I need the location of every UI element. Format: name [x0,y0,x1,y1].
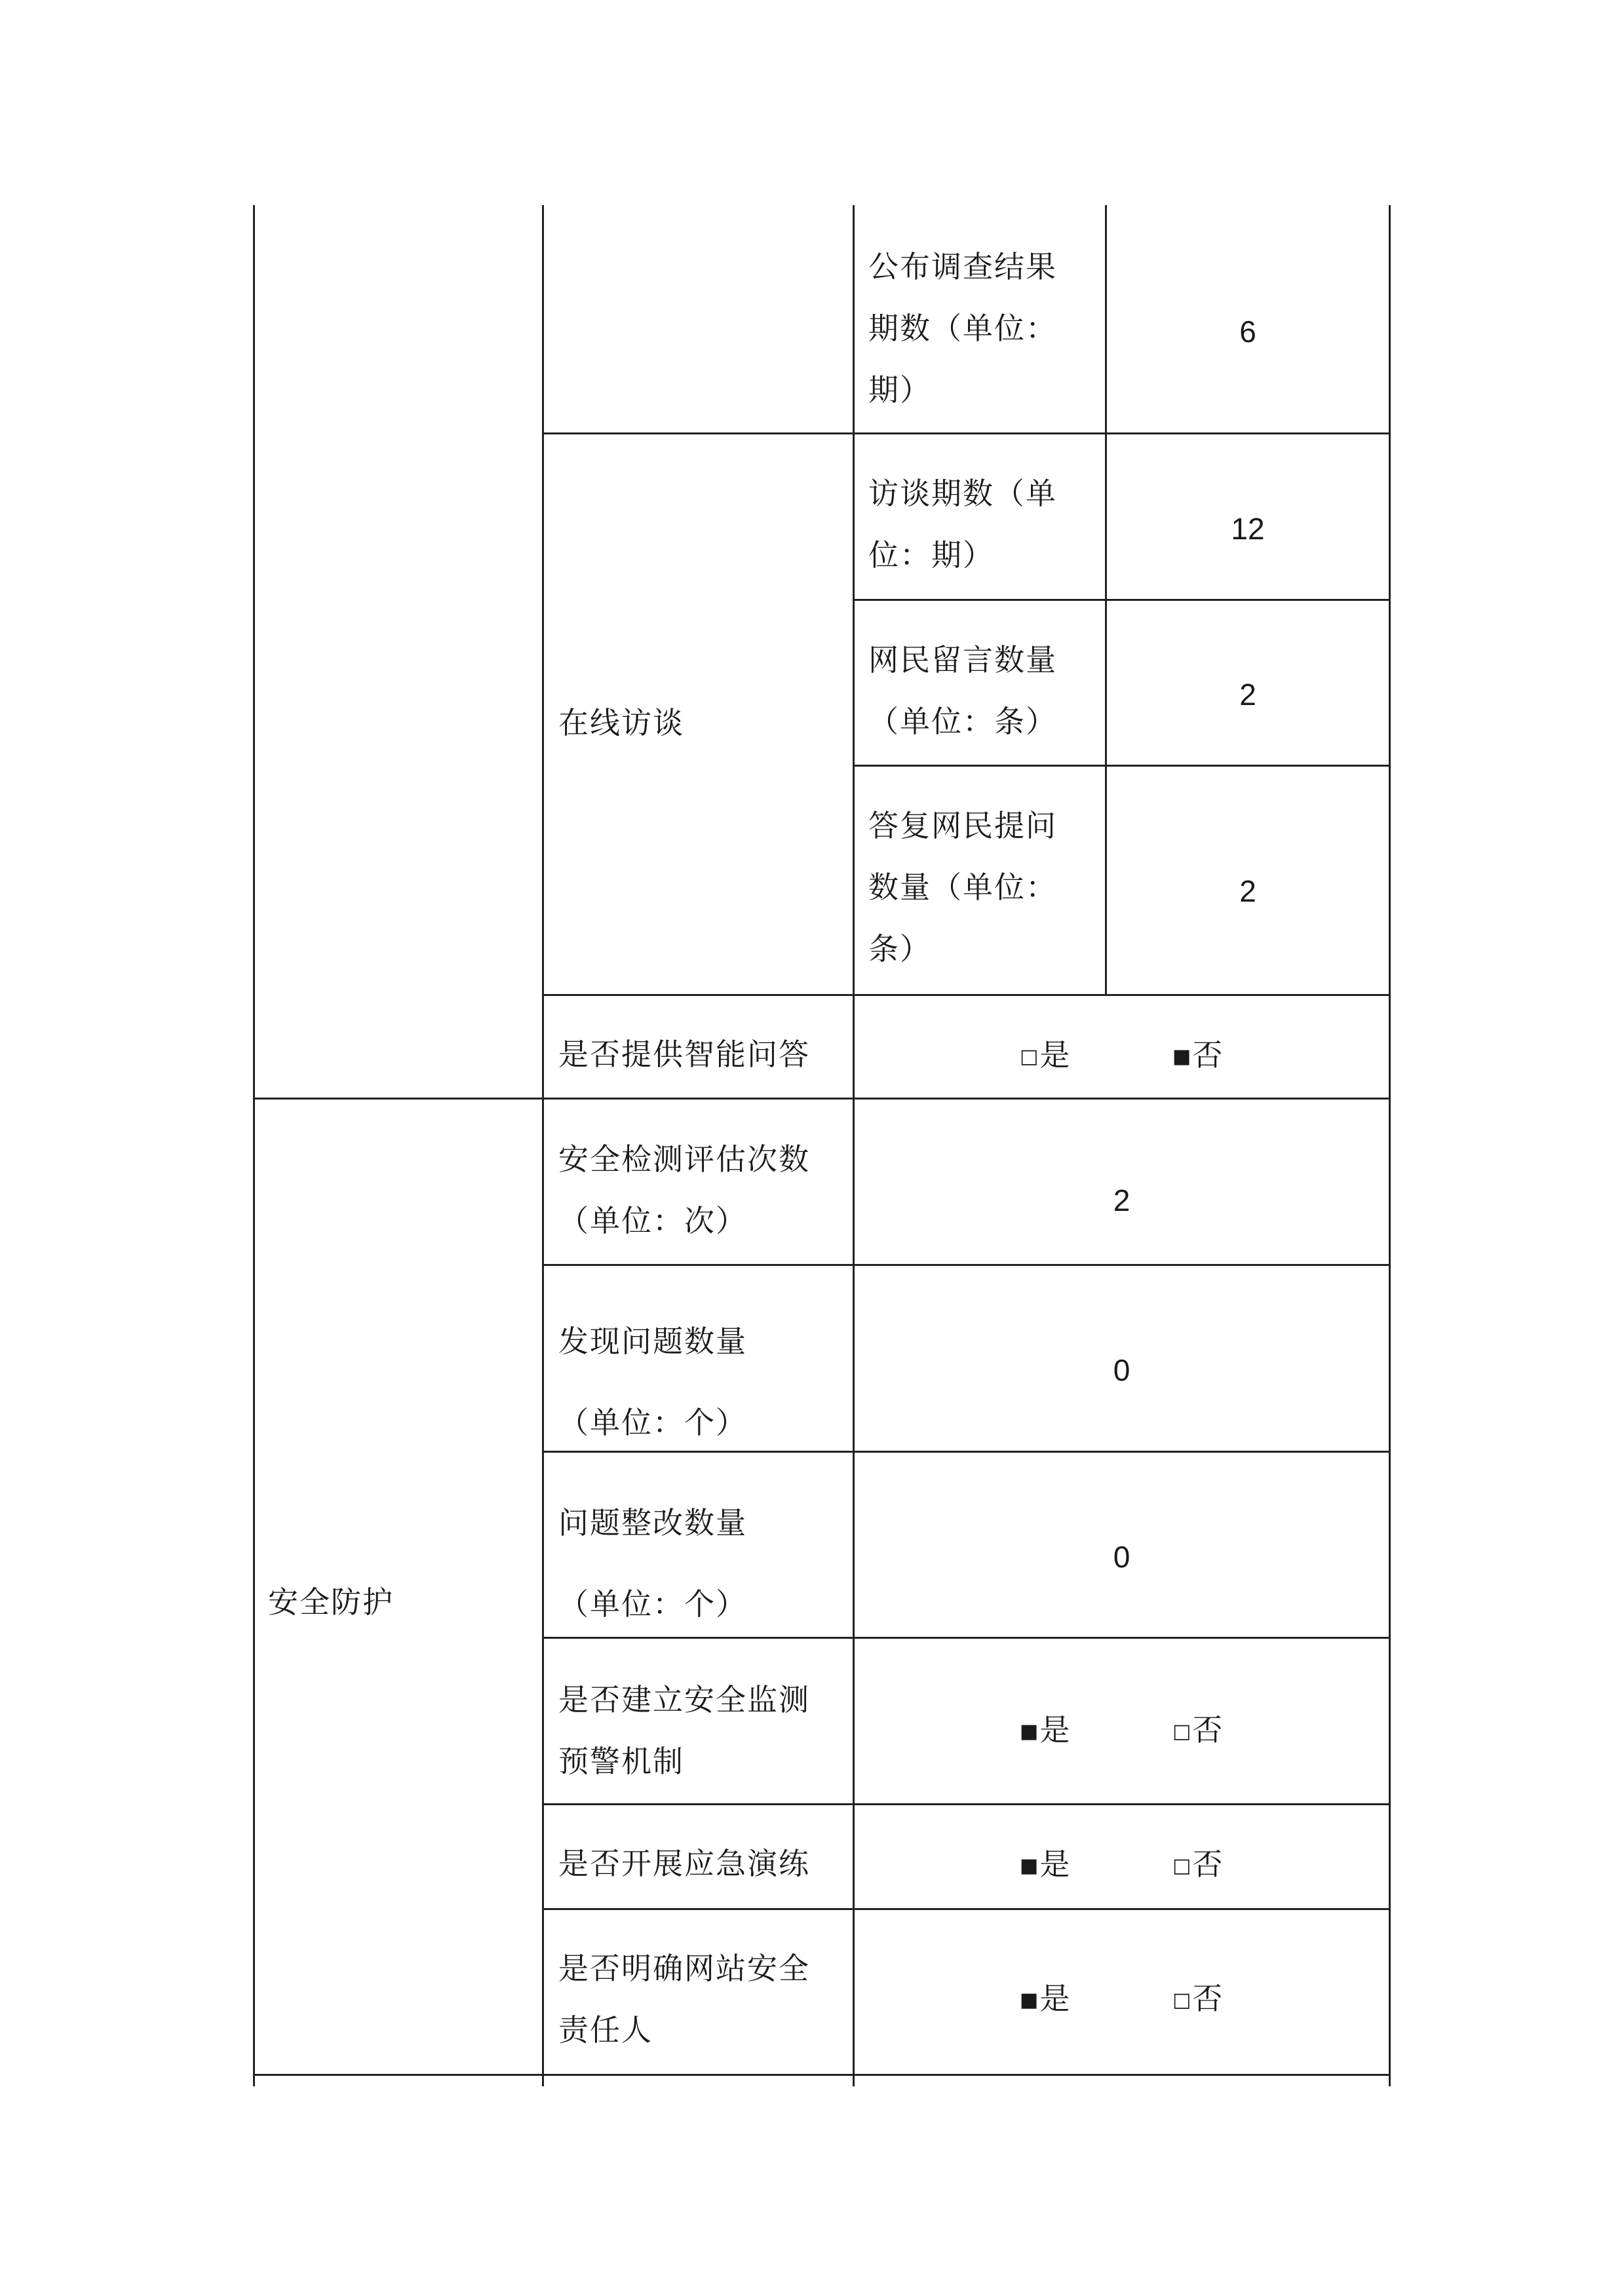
survey-results-value: 6 [1239,315,1256,349]
issues-found-value: 0 [1113,1353,1131,1387]
grid-line [542,994,1391,996]
responsible-yes: ■是 [1020,1981,1070,2016]
responsible-label: 是否明确网站安全 责任人 [558,1951,810,2048]
netizen-messages-value: 2 [1239,678,1256,712]
answered-questions-value: 2 [1239,874,1256,908]
online-interview-label: 在线访谈 [558,705,684,740]
checkbox-checked-icon: ■ [1020,1854,1039,1877]
checkbox-unchecked-icon: □ [1020,1045,1039,1068]
smart-qa-yes: □是 [1020,1037,1070,1073]
issues-fixed-label: 问题整改数量 （单位：个） [558,1505,747,1622]
security-checks-value: 2 [1113,1183,1131,1217]
drills-label: 是否开展应急演练 [558,1846,810,1881]
grid-line [542,432,1391,434]
checkbox-unchecked-icon: □ [1172,1720,1191,1743]
drills-no: □否 [1172,1846,1223,1882]
checkbox-checked-icon: ■ [1172,1045,1191,1068]
survey-results-label: 公布调查结果 期数（单位： 期） [868,249,1057,408]
checkbox-checked-icon: ■ [1020,1989,1039,2012]
grid-line [853,765,1391,767]
netizen-messages-label: 网民留言数量 （单位：条） [868,642,1057,739]
issues-fixed-value: 0 [1113,1540,1131,1574]
monitoring-no: □否 [1172,1712,1223,1748]
checkbox-unchecked-icon: □ [1172,1854,1191,1877]
grid-line [253,2074,1391,2076]
checkbox-unchecked-icon: □ [1172,1989,1191,2012]
interview-sessions-value: 12 [1231,512,1265,546]
grid-line [542,1803,1391,1805]
drills-yes: ■是 [1020,1846,1070,1882]
security-label: 安全防护 [268,1584,394,1620]
answered-questions-label: 答复网民提问 数量（单位： 条） [868,808,1057,966]
grid-line [542,1908,1391,1910]
smart-qa-no: ■否 [1172,1037,1223,1073]
grid-line [253,205,255,2086]
monitoring-label: 是否建立安全监测 预警机制 [558,1682,810,1779]
interview-sessions-label: 访谈期数（单 位：期） [868,476,1057,573]
security-checks-label: 安全检测评估次数 （单位：次） [558,1141,810,1238]
checkbox-checked-icon: ■ [1020,1720,1039,1743]
smart-qa-label: 是否提供智能问答 [558,1037,810,1072]
responsible-no: □否 [1172,1981,1223,2016]
grid-line [253,1098,1391,1100]
grid-line [853,599,1391,601]
monitoring-yes: ■是 [1020,1712,1070,1748]
grid-line [542,1264,1391,1266]
issues-found-label: 发现问题数量 （单位：个） [558,1324,747,1440]
